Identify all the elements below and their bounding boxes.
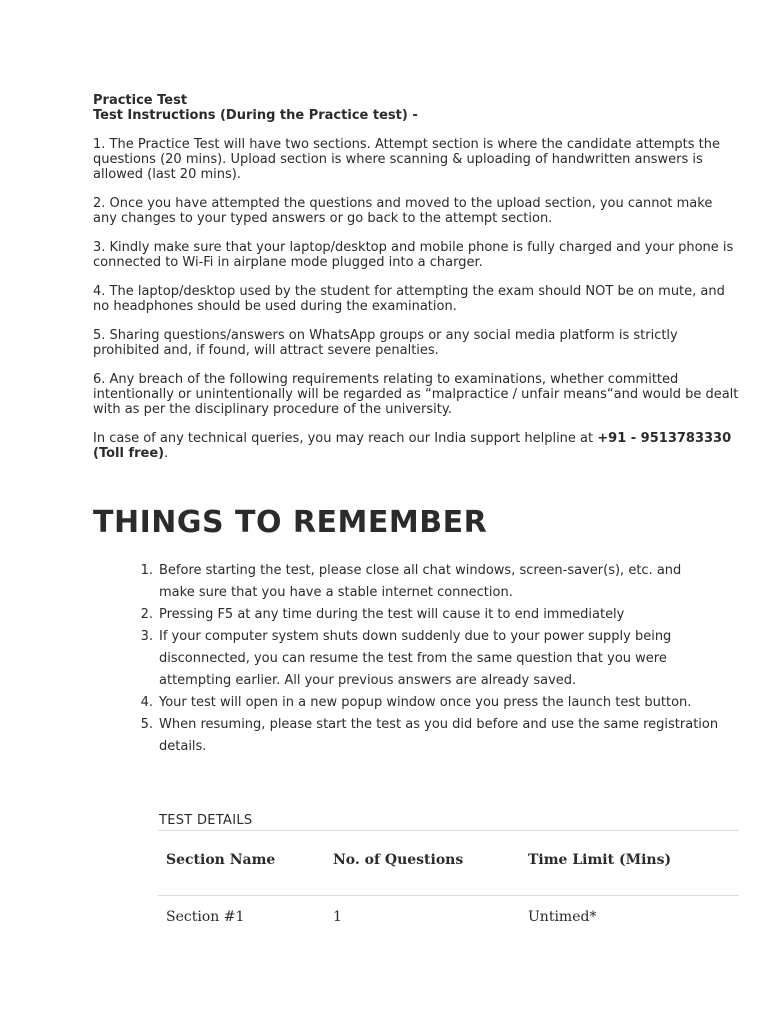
list-item-text: Your test will open in a new popup window once you press the launch test button. xyxy=(159,695,692,710)
list-item xyxy=(140,714,719,758)
things-to-remember-heading: THINGS TO REMEMBER xyxy=(93,505,488,540)
list-item-text: Pressing F5 at any time during the test will cause it to end immediately xyxy=(159,607,625,622)
list-item-number: 5. xyxy=(140,717,153,732)
instruction-paragraph-4: 4. The laptop/desktop used by the student for attempting the exam should NOT be on mute, and no headphones should be used during the examination. xyxy=(93,284,725,314)
table-row xyxy=(158,896,739,939)
column-header-section-name: Section Name xyxy=(158,831,325,896)
list-item-number: 3. xyxy=(140,629,153,644)
cell-no-of-questions: 1 xyxy=(333,909,342,925)
test-details-table xyxy=(158,830,739,938)
table-header-row xyxy=(158,831,739,896)
list-item-number: 2. xyxy=(140,607,153,622)
list-item xyxy=(140,604,719,626)
support-helpline-number: +91 - 9513783330 (Toll free) xyxy=(93,431,732,461)
list-item-number: 4. xyxy=(140,695,153,710)
instruction-paragraph-3: 3. Kindly make sure that your laptop/desktop and mobile phone is fully charged and your phone is connected to Wi-Fi in airplane mode plugged into a charger. xyxy=(93,240,734,270)
list-item xyxy=(140,626,719,692)
list-item-text: Before starting the test, please close all chat windows, screen-saver(s), etc. and make sure that you have a stable internet connection. xyxy=(159,563,682,600)
instructions-subtitle: Test Instructions (During the Practice test) - xyxy=(93,108,418,123)
support-suffix: . xyxy=(164,446,169,461)
list-item-text: When resuming, please start the test as you did before and use the same registration details. xyxy=(159,717,719,754)
list-item xyxy=(140,692,719,714)
test-details-label: TEST DETAILS xyxy=(159,813,253,828)
list-item-text: If your computer system shuts down suddenly due to your power supply being disconnected, you can resume the test from the same question that you were attempting earlier. All your previous answers are already saved. xyxy=(159,629,672,688)
support-paragraph xyxy=(93,431,739,461)
list-item xyxy=(140,560,719,604)
instruction-paragraph-6: 6. Any breach of the following requirements relating to examinations, whether committed intentionally or unintentionally will be regarded as “malpractice / unfair means“and would be dealt with as per the disciplinary procedure of the university. xyxy=(93,372,739,417)
column-header-no-of-questions: No. of Questions xyxy=(325,831,520,896)
instruction-paragraph-2: 2. Once you have attempted the questions and moved to the upload section, you cannot make any changes to your typed answers or go back to the attempt section. xyxy=(93,196,713,226)
instruction-paragraph-5: 5. Sharing questions/answers on WhatsApp groups or any social media platform is strictly prohibited and, if found, will attract severe penalties. xyxy=(93,328,678,358)
cell-section-name: Section #1 xyxy=(166,909,245,925)
remember-list xyxy=(93,560,719,758)
column-header-time-limit: Time Limit (Mins) xyxy=(520,831,739,896)
support-prefix: In case of any technical queries, you may reach our India support helpline at xyxy=(93,431,598,446)
instruction-paragraph-1: 1. The Practice Test will have two sections. Attempt section is where the candidate attempts the questions (20 mins). Upload section is where scanning & uploading of handwritten answers is allowed (last 20 mins). xyxy=(93,137,721,182)
list-item-number: 1. xyxy=(140,563,153,578)
page-title: Practice Test xyxy=(93,93,188,108)
test-details-table-wrapper xyxy=(158,830,739,938)
cell-time-limit: Untimed* xyxy=(528,909,597,925)
instructions-section xyxy=(93,93,739,461)
